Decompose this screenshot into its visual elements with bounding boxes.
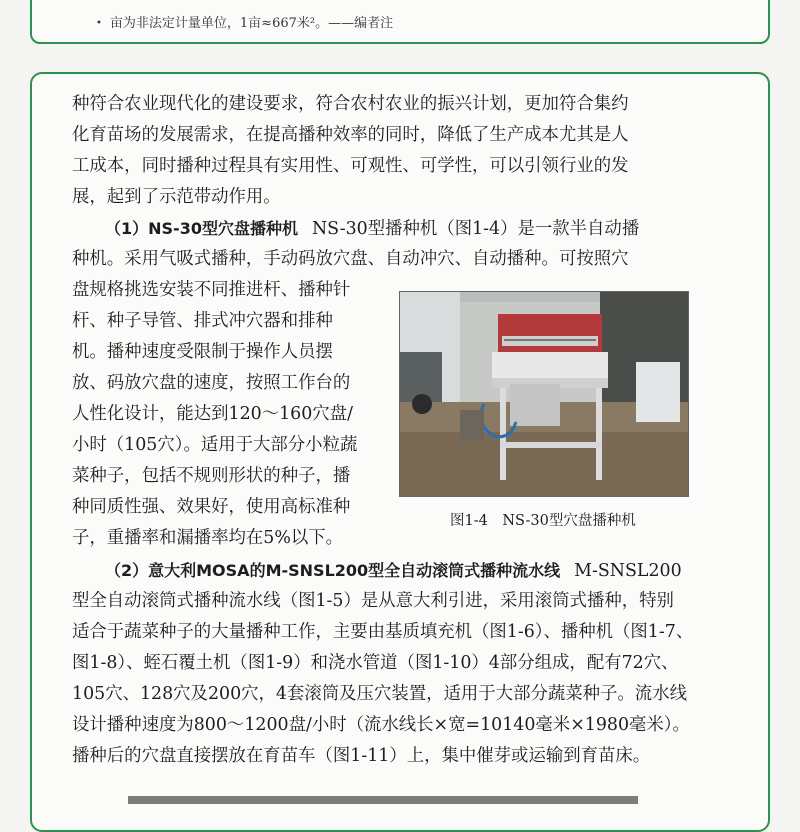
body-line: 机。播种速度受限制于操作人员摆	[72, 342, 333, 362]
section1-line-0	[105, 213, 639, 245]
body-line: 化育苗场的发展需求，在提高播种效率的同时，降低了生产成本尤其是人	[72, 125, 629, 145]
body-line: 杆、种子导管、排式冲穴器和排种	[72, 311, 333, 331]
next-figure-edge	[128, 796, 638, 804]
body-line: 菜种子，包括不规则形状的种子，播	[72, 466, 351, 486]
body-line: 105穴、128穴及200穴，4套滚筒及压穴装置，适用于大部分蔬菜种子。流水线	[72, 684, 687, 704]
footnote-bullet: •	[96, 18, 102, 29]
body-line: 种同质性强、效果好，使用高标准种	[72, 497, 351, 517]
figure-caption: 图1-4 NS-30型穴盘播种机	[450, 513, 636, 529]
footnote-card	[30, 0, 770, 44]
section1-text: NS-30型播种机（图1-4）是一款半自动播	[311, 219, 640, 239]
section2-line-0	[105, 555, 682, 587]
body-line: 型全自动滚筒式播种流水线（图1-5）是从意大利引进，采用滚筒式播种，特别	[72, 591, 674, 611]
body-line: 放、码放穴盘的速度，按照工作台的	[72, 373, 351, 393]
body-line: 人性化设计，能达到120～160穴盘/	[72, 404, 353, 424]
footnote	[96, 12, 393, 31]
body-line: 种机。采用气吸式播种，手动码放穴盘、自动冲穴、自动播种。可按照穴	[72, 249, 629, 269]
body-line: 设计播种速度为800～1200盘/小时（流水线长×宽=10140毫米×1980毫米）。	[72, 715, 690, 735]
body-line: 盘规格挑选安装不同推进杆、播种针	[72, 280, 351, 300]
machine-photo	[399, 291, 689, 497]
section1-heading: （1）NS-30型穴盘播种机	[105, 219, 298, 238]
section2-text: M-SNSL200	[574, 561, 682, 581]
body-line: 种符合农业现代化的建设要求，符合农村农业的振兴计划，更加符合集约	[72, 94, 629, 114]
body-line: 工成本，同时播种过程具有实用性、可观性、可学性，可以引领行业的发	[72, 156, 629, 176]
body-line: 适合于蔬菜种子的大量播种工作，主要由基质填充机（图1-6）、播种机（图1-7、	[72, 622, 694, 642]
body-line: 图1-8）、蛭石覆土机（图1-9）和浇水管道（图1-10）4部分组成，配有72穴、	[72, 653, 679, 673]
body-line: 展，起到了示范带动作用。	[72, 187, 281, 207]
body-line: 子，重播率和漏播率均在5%以下。	[72, 528, 344, 548]
section2-heading: （2）意大利MOSA的M-SNSL200型全自动滚筒式播种流水线	[105, 561, 561, 580]
body-line: 播种后的穴盘直接摆放在育苗车（图1-11）上，集中催芽或运输到育苗床。	[72, 746, 651, 766]
body-line: 小时（105穴）。适用于大部分小粒蔬	[72, 435, 358, 455]
seeder-machine-illustration	[400, 292, 689, 497]
footnote-text: 亩为非法定计量单位，1亩≈667米²。——编者注	[109, 16, 394, 31]
